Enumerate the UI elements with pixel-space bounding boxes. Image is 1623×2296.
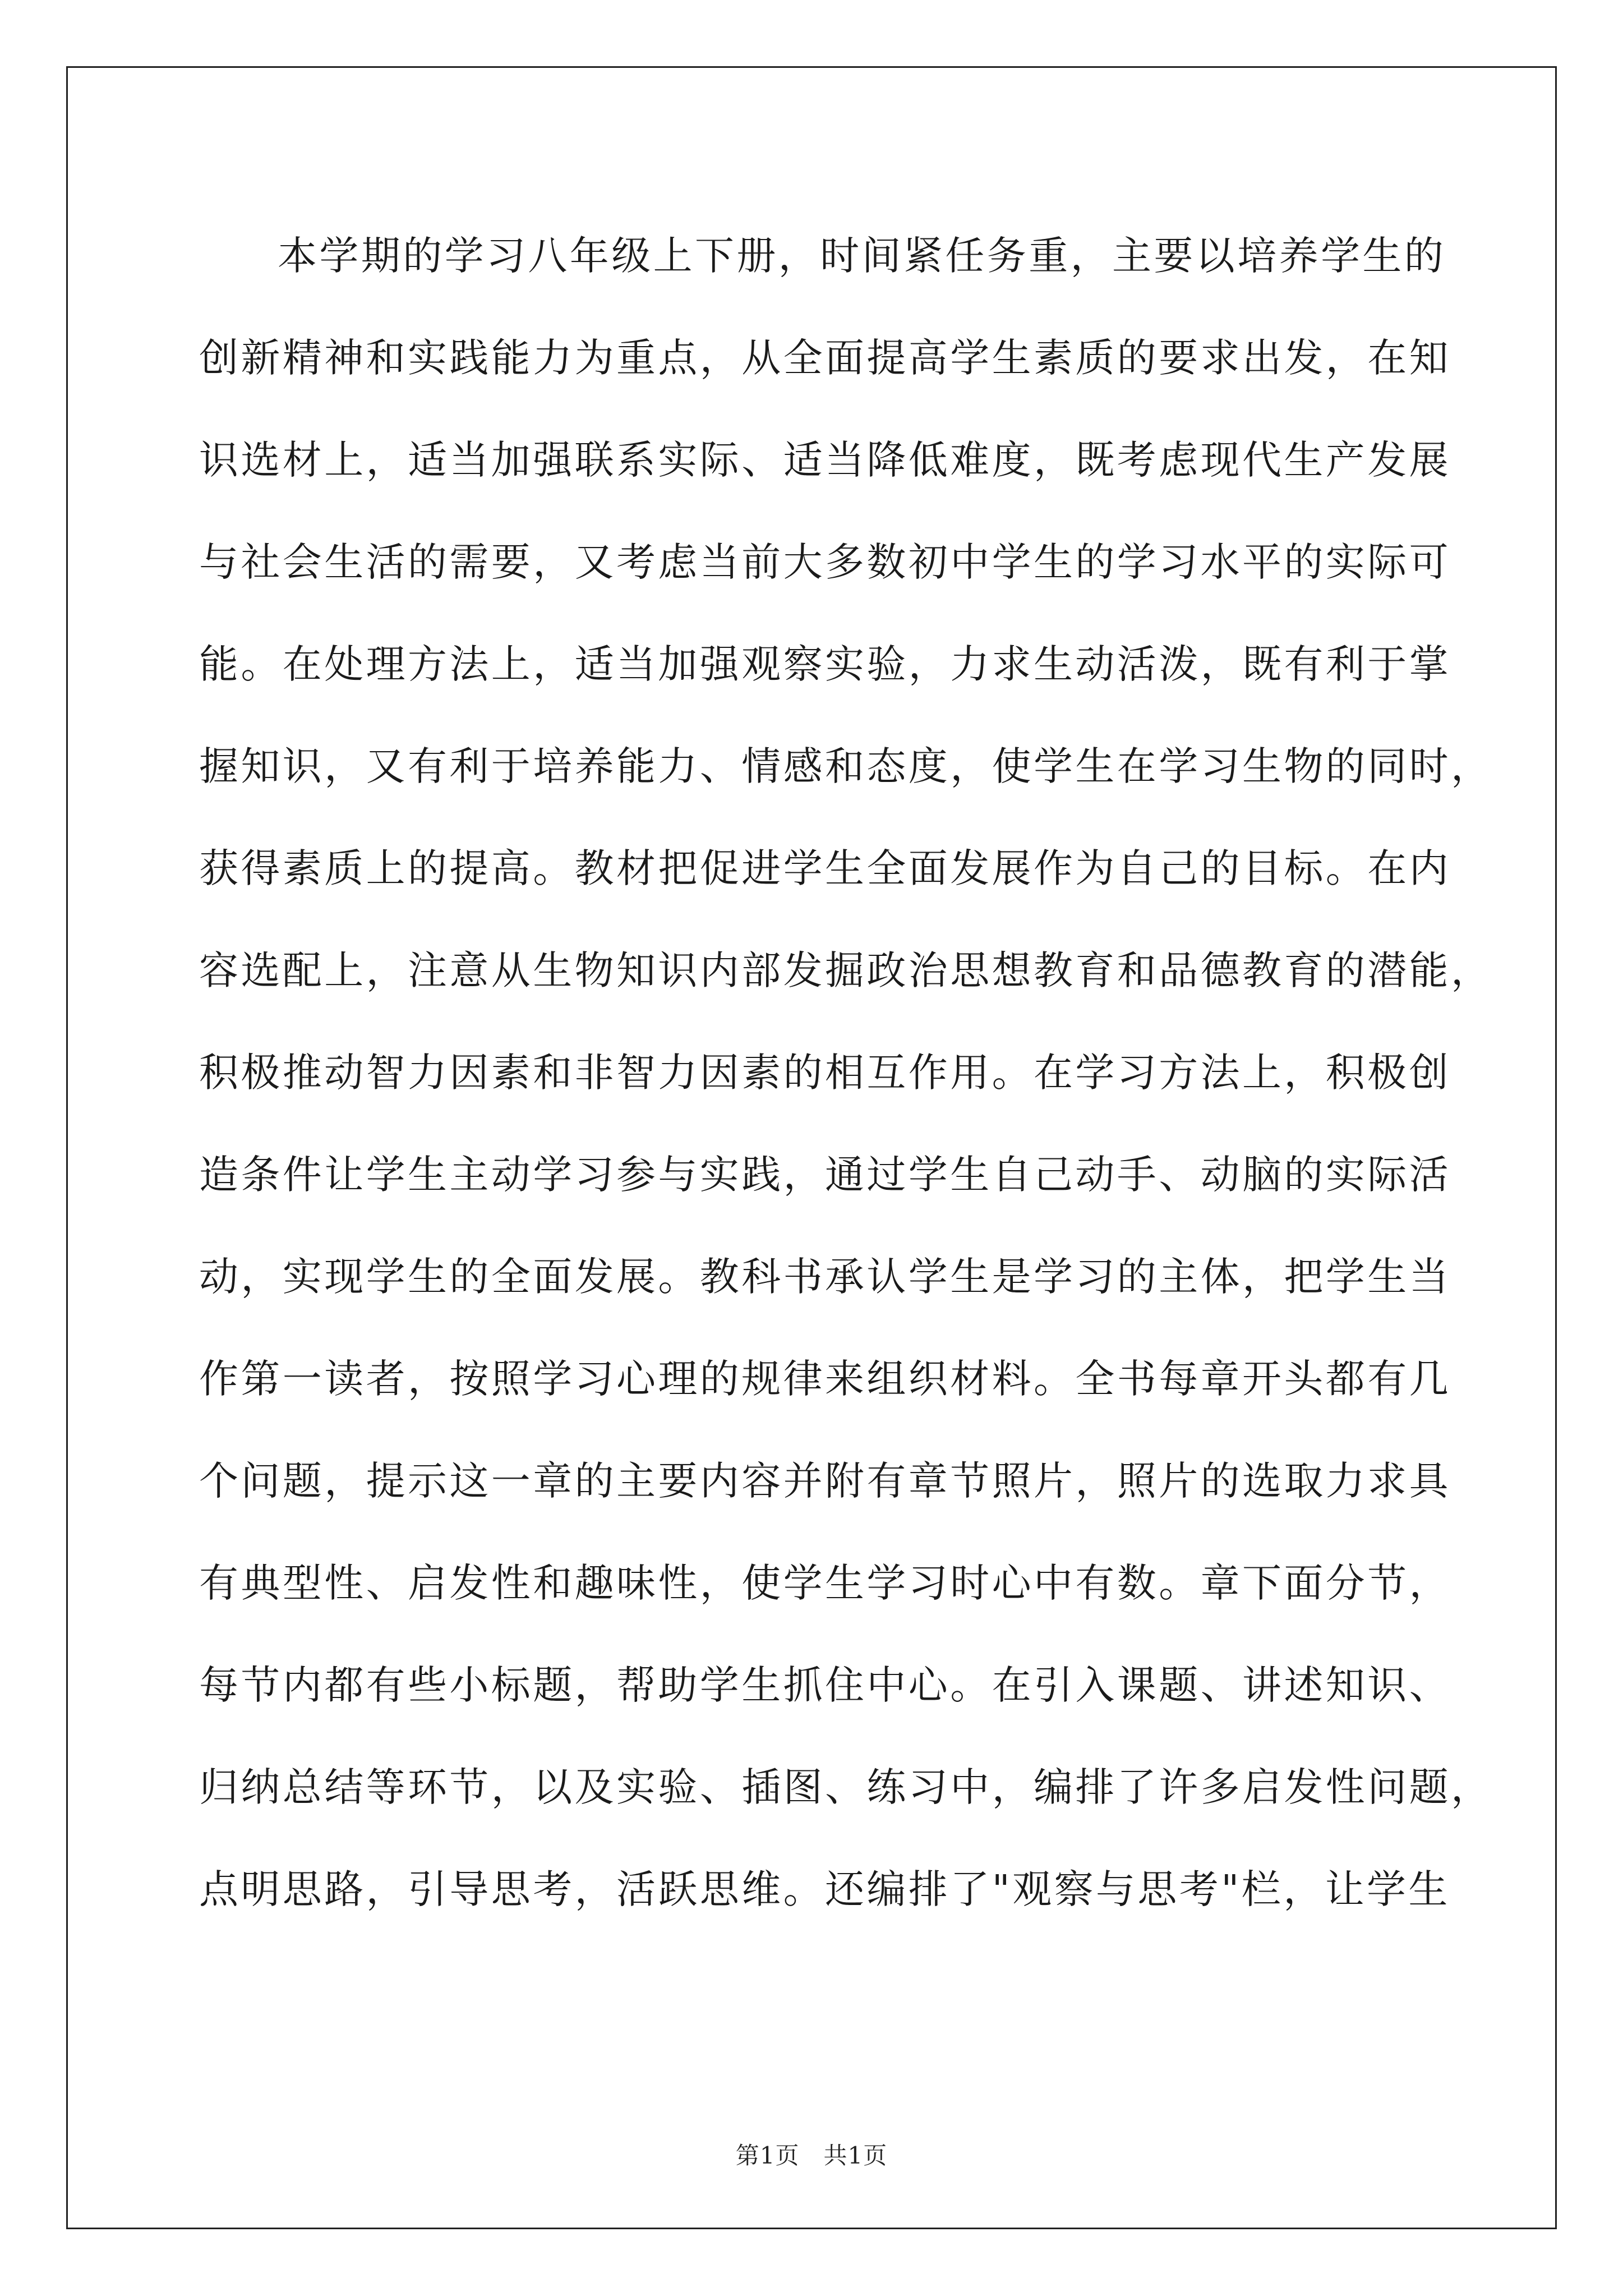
- text-line: 归纳总结等环节，以及实验、插图、练习中，编排了许多启发性问题，: [199, 1764, 1493, 1810]
- text-line: 本学期的学习八年级上下册，时间紧任务重，主要以培养学生的: [278, 233, 1446, 279]
- text-line: 能。在处理方法上，适当加强观察实验，力求生动活泼，既有利于掌: [199, 641, 1451, 687]
- body-paragraph: [199, 205, 1493, 1940]
- text-line: 握知识，又有利于培养能力、情感和态度，使学生在学习生物的同时，: [199, 743, 1493, 789]
- text-line: 动，实现学生的全面发展。教科书承认学生是学习的主体，把学生当: [199, 1254, 1451, 1300]
- text-line: 创新精神和实践能力为重点，从全面提高学生素质的要求出发，在知: [199, 335, 1451, 381]
- text-line: 有典型性、启发性和趣味性，使学生学习时心中有数。章下面分节，: [199, 1560, 1451, 1606]
- text-line: 容选配上，注意从生物知识内部发掘政治思想教育和品德教育的潜能，: [199, 947, 1493, 993]
- text-line: 每节内都有些小标题，帮助学生抓住中心。在引入课题、讲述知识、: [199, 1662, 1451, 1708]
- text-line: 获得素质上的提高。教材把促进学生全面发展作为自己的目标。在内: [199, 845, 1451, 891]
- text-line: 点明思路，引导思考，活跃思维。还编排了"观察与思考"栏，让学生: [199, 1866, 1450, 1912]
- text-line: 作第一读者，按照学习心理的规律来组织材料。全书每章开头都有几: [199, 1356, 1451, 1402]
- text-line: 个问题，提示这一章的主要内容并附有章节照片，照片的选取力求具: [199, 1458, 1451, 1504]
- text-line: 与社会生活的需要，又考虑当前大多数初中学生的学习水平的实际可: [199, 539, 1451, 585]
- page-number-footer: 第1页 共1页: [735, 2142, 888, 2169]
- text-line: 识选材上，适当加强联系实际、适当降低难度，既考虑现代生产发展: [199, 437, 1451, 483]
- text-line: 造条件让学生主动学习参与实践，通过学生自己动手、动脑的实际活: [199, 1152, 1451, 1198]
- text-line: 积极推动智力因素和非智力因素的相互作用。在学习方法上，积极创: [199, 1050, 1451, 1096]
